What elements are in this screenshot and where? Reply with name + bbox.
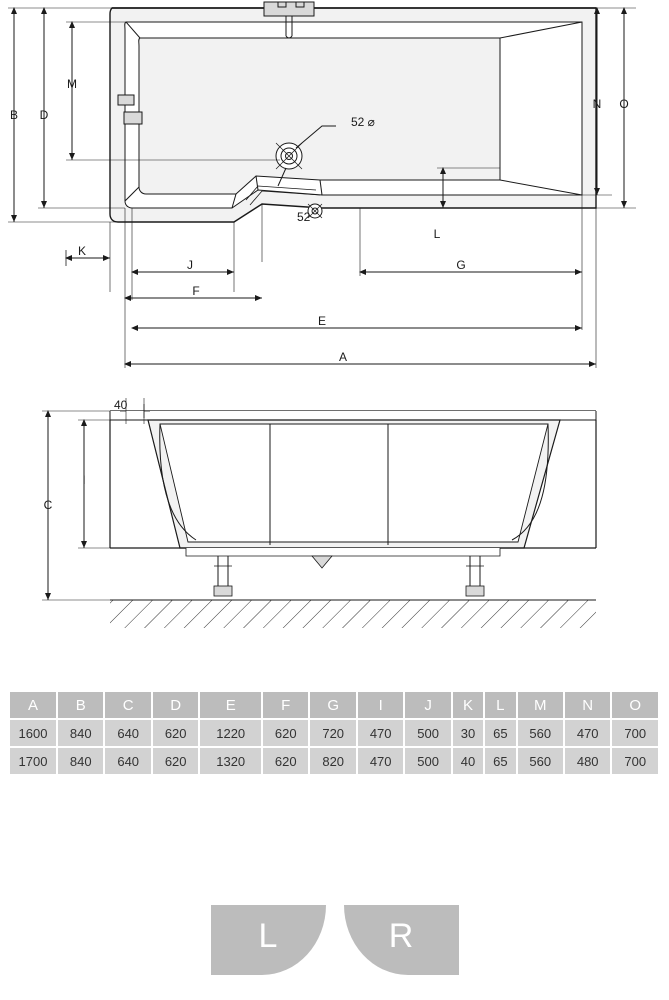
table-cell: 40 <box>453 748 483 774</box>
table-cell: 840 <box>58 748 103 774</box>
table-cell: 470 <box>565 720 610 746</box>
table-cell: 620 <box>263 720 308 746</box>
table-cell: 620 <box>153 720 198 746</box>
table-cell: 500 <box>405 720 450 746</box>
table-cell: 65 <box>485 720 515 746</box>
table-cell: 470 <box>358 748 403 774</box>
drain-callout-lower-text: 52 <box>297 210 311 224</box>
table-header-cell: F <box>263 692 308 718</box>
table-cell: 560 <box>518 720 563 746</box>
table-row <box>10 720 658 746</box>
table-cell: 640 <box>105 720 150 746</box>
dimensions-table <box>8 690 660 776</box>
dim-label-M: M <box>67 77 77 91</box>
dim-label-J: J <box>187 258 193 272</box>
table-cell: 30 <box>453 720 483 746</box>
dim-label-K: K <box>77 244 87 258</box>
right-version-label: R <box>388 916 414 955</box>
table-header-cell: L <box>485 692 515 718</box>
table-header-cell: O <box>612 692 658 718</box>
table-header-cell: J <box>405 692 450 718</box>
table-cell: 620 <box>263 748 308 774</box>
dim-label-C: C <box>43 498 53 512</box>
left-version-label: L <box>258 916 278 955</box>
right-version-badge[interactable] <box>344 905 459 975</box>
table-header-cell: G <box>310 692 355 718</box>
table-cell: 65 <box>485 748 515 774</box>
dim-label-N: N <box>592 97 602 111</box>
orientation-options <box>0 905 669 985</box>
table-header-cell: M <box>518 692 563 718</box>
table-header-cell: B <box>58 692 103 718</box>
table-cell: 840 <box>58 720 103 746</box>
table-cell: 1320 <box>200 748 261 774</box>
table-cell: 620 <box>153 748 198 774</box>
table-cell: 1220 <box>200 720 261 746</box>
table-cell: 500 <box>405 748 450 774</box>
dim-label-F: F <box>192 284 200 298</box>
table-cell: 1600 <box>10 720 56 746</box>
table-header-cell: E <box>200 692 261 718</box>
dim-label-G: G <box>456 258 466 272</box>
table-header-row <box>10 692 658 718</box>
dim-label-D: D <box>39 108 49 122</box>
table-header-cell: I <box>358 692 403 718</box>
table-row <box>10 748 658 774</box>
table-cell: 700 <box>612 720 658 746</box>
table-header-cell: D <box>153 692 198 718</box>
drain-callout-upper-text: 52 ⌀ <box>351 115 375 129</box>
dim-label-L: L <box>433 227 441 241</box>
dim-label-E: E <box>317 314 327 328</box>
table-header-cell: N <box>565 692 610 718</box>
table-cell: 1700 <box>10 748 56 774</box>
table-cell: 700 <box>612 748 658 774</box>
dim-label-B: B <box>9 108 19 122</box>
table-cell: 820 <box>310 748 355 774</box>
table-cell: 720 <box>310 720 355 746</box>
table-cell: 480 <box>565 748 610 774</box>
table-cell: 560 <box>518 748 563 774</box>
table-cell: 640 <box>105 748 150 774</box>
dim-label-I: I <box>82 473 86 487</box>
left-version-badge[interactable] <box>211 905 326 975</box>
table-header-cell: K <box>453 692 483 718</box>
rim-thickness-label: 40 <box>114 398 128 412</box>
dim-label-O: O <box>619 97 629 111</box>
table-header-cell: C <box>105 692 150 718</box>
dim-label-A: A <box>338 350 348 364</box>
table-header-cell: A <box>10 692 56 718</box>
table-cell: 470 <box>358 720 403 746</box>
